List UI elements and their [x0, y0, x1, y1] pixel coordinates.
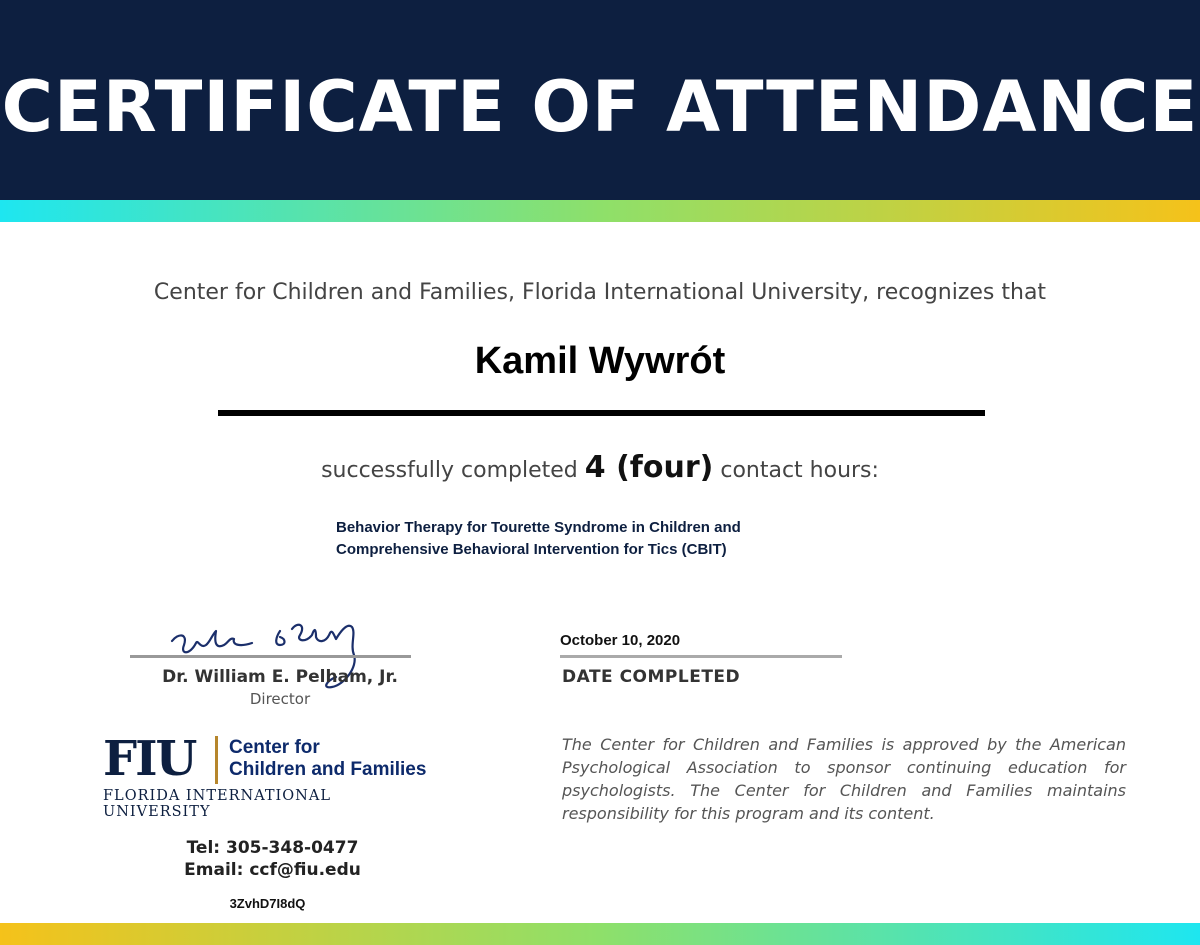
logo-center-name	[229, 737, 444, 781]
accreditation-statement: The Center for Children and Families is approved by the American Psychological Association to sponsor continuing education for psychologists. The Center for Children and Families maintains responsibility for this program and its content.	[562, 735, 1126, 823]
signatory-title: Director	[249, 690, 311, 708]
completion-prefix: successfully completed	[321, 458, 578, 483]
contact-phone: Tel: 305-348-0477	[186, 838, 359, 858]
completion-statement	[0, 450, 1200, 485]
contact-hours: 4 (four)	[584, 450, 714, 485]
fiu-logo	[103, 731, 443, 820]
course-title	[336, 517, 936, 561]
date-completed-value: October 10, 2020	[560, 632, 681, 649]
gradient-stripe-bottom	[0, 923, 1200, 945]
certificate-code: 3ZvhD7I8dQ	[229, 896, 306, 911]
course-title-line-2: Comprehensive Behavioral Intervention for Tics (CBIT)	[336, 541, 727, 558]
logo-center-line-2: Children and Families	[229, 759, 427, 780]
signature-line	[130, 655, 411, 658]
signatory-name: Dr. William E. Pelham, Jr.	[162, 667, 398, 687]
date-line	[560, 655, 842, 658]
completion-suffix: contact hours:	[720, 458, 879, 483]
logo-center-line-1: Center for	[229, 737, 320, 758]
gradient-stripe-top	[0, 200, 1200, 222]
date-completed-label: DATE COMPLETED	[562, 667, 741, 687]
certificate-header	[0, 0, 1200, 200]
contact-email: Email: ccf@fiu.edu	[184, 860, 361, 880]
name-underline	[218, 410, 985, 416]
course-title-line-1: Behavior Therapy for Tourette Syndrome in Children and	[336, 519, 741, 536]
certificate-title: CERTIFICATE OF ATTENDANCE	[1, 66, 1199, 148]
fiu-wordmark: FIU	[103, 731, 196, 787]
contact-info	[130, 837, 415, 881]
logo-university-name: FLORIDA INTERNATIONAL UNIVERSITY	[103, 788, 331, 820]
logo-divider	[215, 736, 218, 784]
recipient-name: Kamil Wywrót	[474, 340, 726, 382]
intro-text: Center for Children and Families, Florida International University, recognizes that	[153, 280, 1047, 305]
